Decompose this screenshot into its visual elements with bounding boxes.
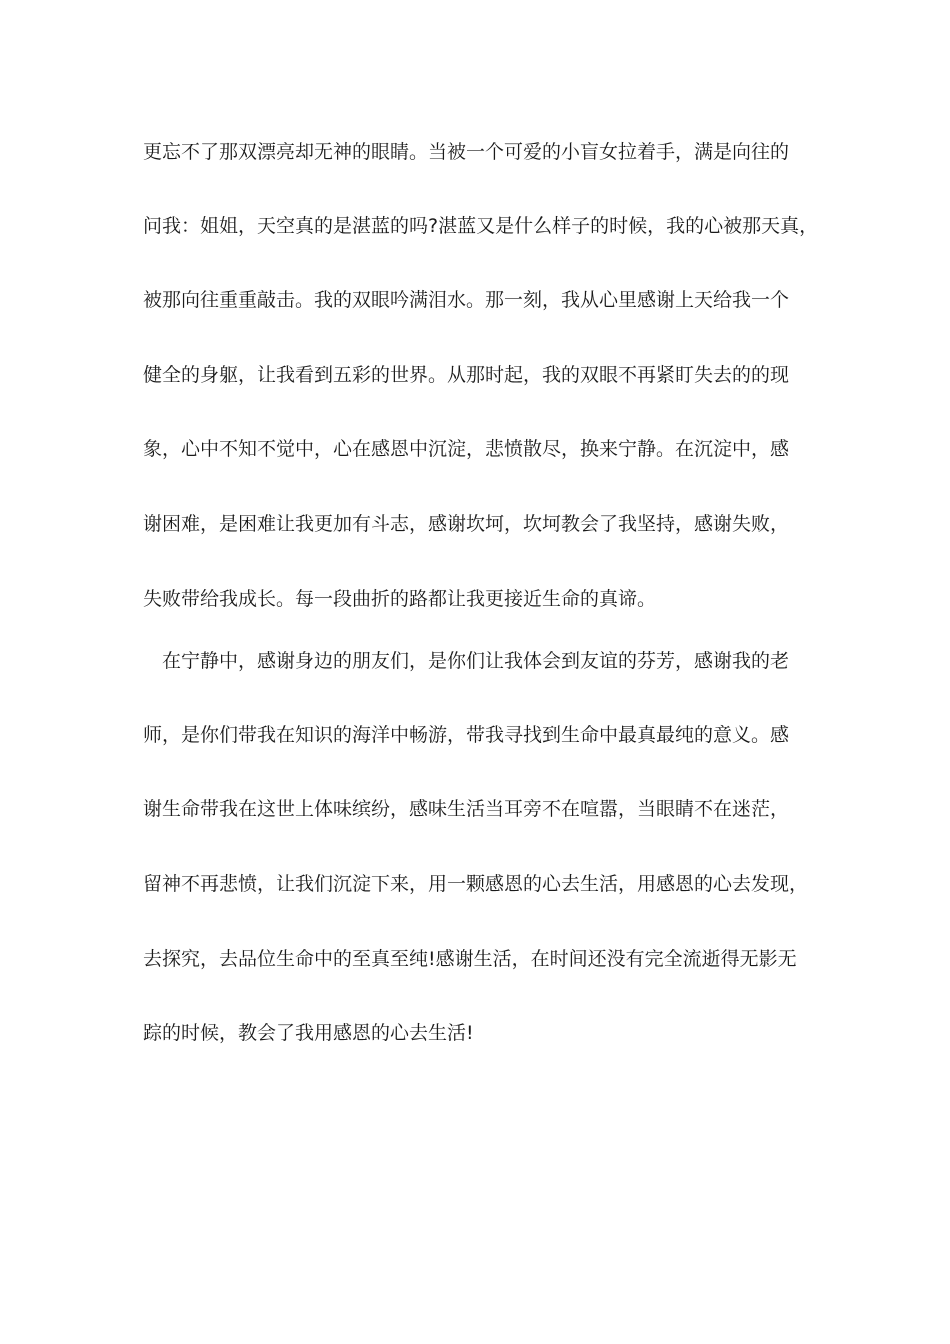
text-line: 在宁静中，感谢身边的朋友们，是你们让我体会到友谊的芬芳，感谢我的老 [143,650,790,672]
text-line: 留神不再悲愤，让我们沉淀下来，用一颗感恩的心去生活，用感恩的心去发现， [143,873,809,895]
text-line: 谢生命带我在这世上体味缤纷，感味生活当耳旁不在喧嚣，当眼睛不在迷茫， [143,798,790,820]
text-line: 踪的时候，教会了我用感恩的心去生活! [143,1022,474,1044]
text-line: 象，心中不知不觉中，心在感恩中沉淀，悲愤散尽，换来宁静。在沉淀中，感 [143,438,790,460]
text-line: 健全的身躯，让我看到五彩的世界。从那时起，我的双眼不再紧盯失去的的现 [143,364,790,386]
text-line: 问我：姐姐，天空真的是湛蓝的吗?湛蓝又是什么样子的时候，我的心被那天真， [143,215,819,237]
text-line: 师，是你们带我在知识的海洋中畅游，带我寻找到生命中最真最纯的意义。感 [143,724,790,746]
text-line: 更忘不了那双漂亮却无神的眼睛。当被一个可爱的小盲女拉着手，满是向往的 [143,141,790,163]
text-line: 去探究，去品位生命中的至真至纯!感谢生活，在时间还没有完全流逝得无影无 [143,948,797,970]
text-line: 被那向往重重敲击。我的双眼吟满泪水。那一刻，我从心里感谢上天给我一个 [143,289,790,311]
text-line: 谢困难，是困难让我更加有斗志，感谢坎坷，坎坷教会了我坚持，感谢失败， [143,513,790,535]
text-line: 失败带给我成长。每一段曲折的路都让我更接近生命的真谛。 [143,588,657,610]
